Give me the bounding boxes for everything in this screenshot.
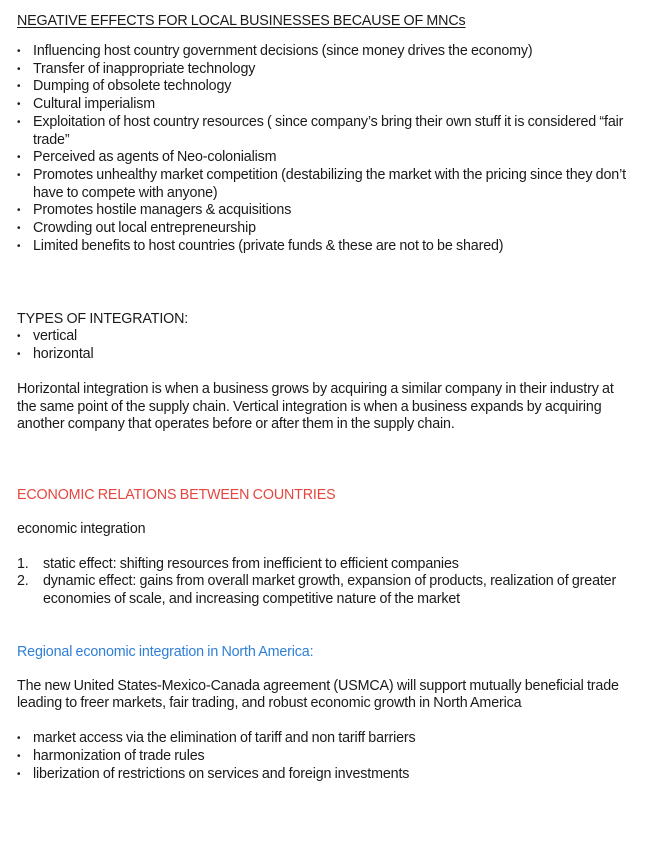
list-item: • Promotes unhealthy market competition (destabilizing the market with the pricing since they don’t have to compete with anyone) xyxy=(17,167,632,202)
list-item xyxy=(17,573,632,608)
list-item: • liberization of restrictions on services and foreign investments xyxy=(17,766,632,784)
list-item xyxy=(17,556,632,574)
list-item: • Promotes hostile managers & acquisitions xyxy=(17,202,632,220)
document-page xyxy=(17,12,632,783)
economic-integration-label: economic integration xyxy=(17,520,146,537)
economic-relations-heading: ECONOMIC RELATIONS BETWEEN COUNTRIES xyxy=(17,486,336,503)
integration-paragraph: Horizontal integration is when a business grows by acquiring a similar company in their industry at the same point of the supply chain. Vertical integration is when a business expands by acquiring another company that operates before or after them in the supply chain. xyxy=(17,380,614,433)
list-number: 1. xyxy=(17,555,29,572)
economic-effects-list xyxy=(17,556,632,609)
list-item: • horizontal xyxy=(17,346,632,364)
usmca-paragraph: The new United States-Mexico-Canada agreement (USMCA) will support mutually beneficial trade leading to freer markets, fair trading, and robust economic growth in North America xyxy=(17,677,619,712)
list-item: • Limited benefits to host countries (private funds & these are not to be shared) xyxy=(17,238,632,256)
list-item: • vertical xyxy=(17,328,632,346)
usmca-points-list xyxy=(17,730,632,783)
integration-heading: TYPES OF INTEGRATION: xyxy=(17,311,189,328)
list-item: • Dumping of obsolete technology xyxy=(17,78,632,96)
integration-types-list xyxy=(17,328,632,363)
list-text: dynamic effect: gains from overall market growth, expansion of products, realization of greater economies of scale, and increasing competitive nature of the market xyxy=(43,573,617,608)
list-item: • Perceived as agents of Neo-colonialism xyxy=(17,149,632,167)
list-item: • harmonization of trade rules xyxy=(17,748,632,766)
list-item: • Exploitation of host country resources ( since company’s bring their own stuff it is considered “fair trade” xyxy=(17,114,632,149)
list-text: static effect: shifting resources from inefficient to efficient companies xyxy=(43,555,459,572)
list-number: 2. xyxy=(17,573,29,590)
mnc-heading: NEGATIVE EFFECTS FOR LOCAL BUSINESSES BECAUSE OF MNCs xyxy=(17,13,466,29)
regional-integration-heading: Regional economic integration in North America: xyxy=(17,643,314,660)
list-item: • Influencing host country government decisions (since money drives the economy) xyxy=(17,43,632,61)
mnc-effects-list xyxy=(17,43,632,255)
list-item: • Transfer of inappropriate technology xyxy=(17,61,632,79)
list-item: • market access via the elimination of tariff and non tariff barriers xyxy=(17,730,632,748)
list-item: • Crowding out local entrepreneurship xyxy=(17,220,632,238)
list-item: • Cultural imperialism xyxy=(17,96,632,114)
